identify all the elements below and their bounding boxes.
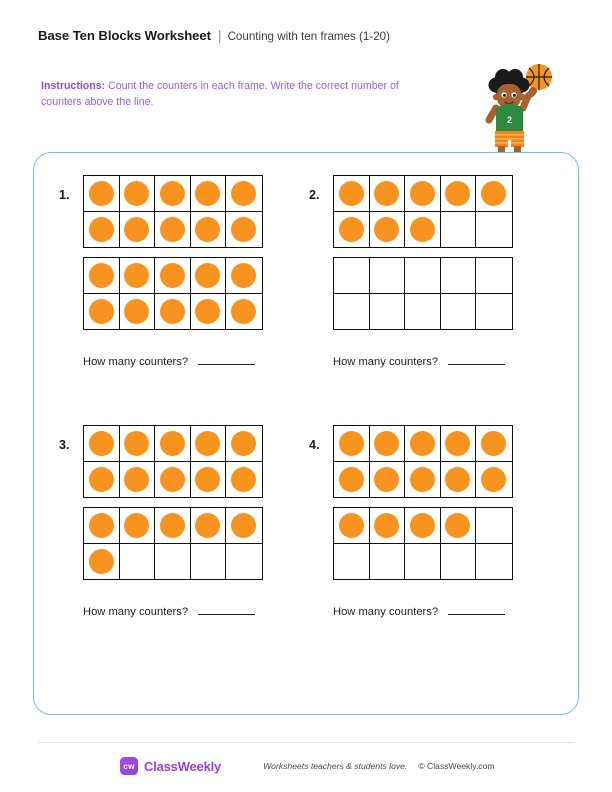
counter-dot: [374, 181, 399, 206]
ten-frame: [83, 507, 263, 580]
ten-frame-cell: [476, 212, 512, 248]
counter-dot: [160, 431, 185, 456]
page-header: [38, 27, 390, 43]
counter-dot: [339, 431, 364, 456]
ten-frame-cell: [370, 462, 406, 498]
answer-blank-line[interactable]: [448, 614, 505, 615]
problem-item: [59, 175, 309, 368]
brand-logo[interactable]: [120, 757, 221, 775]
answer-blank-line[interactable]: [198, 614, 255, 615]
counter-dot: [445, 431, 470, 456]
ten-frame-cell: [405, 176, 441, 212]
ten-frame-cell: [226, 212, 262, 248]
problem-item: [309, 175, 559, 368]
ten-frame-cell: [476, 258, 512, 294]
ten-frame-cell: [370, 212, 406, 248]
counter-dot: [160, 513, 185, 538]
ten-frame-cell: [120, 462, 156, 498]
instructions-block: [41, 79, 411, 110]
ten-frame-cell: [334, 176, 370, 212]
counter-dot: [231, 431, 256, 456]
counter-dot: [124, 467, 149, 492]
title-separator: |: [217, 27, 222, 43]
ten-frame-cell: [476, 544, 512, 580]
ten-frame: [333, 257, 513, 330]
ten-frame-cell: [191, 508, 227, 544]
answer-prompt: How many counters?: [83, 356, 189, 368]
ten-frame-cell: [191, 294, 227, 330]
counter-dot: [374, 217, 399, 242]
counter-dot: [195, 513, 220, 538]
counter-dot: [410, 217, 435, 242]
counter-dot: [339, 217, 364, 242]
counter-dot: [339, 181, 364, 206]
ten-frame-cell: [405, 426, 441, 462]
counter-dot: [124, 217, 149, 242]
ten-frame-cell: [405, 212, 441, 248]
ten-frame-cell: [226, 544, 262, 580]
ten-frame-cell: [155, 176, 191, 212]
ten-frame-cell: [405, 294, 441, 330]
answer-row: [333, 356, 559, 368]
ten-frame-cell: [334, 508, 370, 544]
ten-frame-cell: [476, 176, 512, 212]
ten-frame-cell: [84, 212, 120, 248]
ten-frame-cell: [84, 294, 120, 330]
problem-number: 3.: [59, 438, 70, 452]
ten-frame-cell: [441, 176, 477, 212]
counter-dot: [195, 431, 220, 456]
footer-tagline: Worksheets teachers & students love.: [263, 761, 408, 771]
counter-dot: [195, 299, 220, 324]
ten-frame-cell: [370, 294, 406, 330]
ten-frame-cell: [191, 212, 227, 248]
problem-number: 4.: [309, 438, 320, 452]
counter-dot: [445, 181, 470, 206]
ten-frame-cell: [155, 258, 191, 294]
ten-frame-cell: [120, 212, 156, 248]
counter-dot: [89, 467, 114, 492]
counter-dot: [231, 513, 256, 538]
answer-prompt: How many counters?: [83, 606, 189, 618]
counter-dot: [410, 513, 435, 538]
ten-frame-cell: [120, 544, 156, 580]
ten-frame-cell: [120, 294, 156, 330]
answer-prompt: How many counters?: [333, 356, 439, 368]
counter-dot: [481, 431, 506, 456]
counter-dot: [89, 263, 114, 288]
counter-dot: [89, 181, 114, 206]
classweekly-badge-icon: cw: [120, 757, 138, 775]
ten-frame-cell: [84, 462, 120, 498]
ten-frames-group: [333, 175, 513, 330]
ten-frame-cell: [405, 462, 441, 498]
counter-dot: [195, 263, 220, 288]
counter-dot: [124, 431, 149, 456]
counter-dot: [195, 217, 220, 242]
problem-item: [309, 425, 559, 618]
ten-frame-cell: [476, 508, 512, 544]
counter-dot: [89, 513, 114, 538]
counter-dot: [481, 467, 506, 492]
ten-frame-cell: [334, 294, 370, 330]
counter-dot: [374, 431, 399, 456]
ten-frame-cell: [334, 462, 370, 498]
counter-dot: [160, 181, 185, 206]
ten-frames-group: [83, 175, 263, 330]
counter-dot: [445, 513, 470, 538]
ten-frame-cell: [441, 212, 477, 248]
ten-frame-cell: [370, 258, 406, 294]
counter-dot: [339, 467, 364, 492]
ten-frame-cell: [226, 462, 262, 498]
ten-frame-cell: [155, 544, 191, 580]
ten-frame-cell: [155, 212, 191, 248]
ten-frame-cell: [405, 258, 441, 294]
ten-frame-cell: [226, 258, 262, 294]
ten-frame-cell: [476, 294, 512, 330]
ten-frame: [83, 425, 263, 498]
ten-frame-cell: [84, 544, 120, 580]
counter-dot: [195, 467, 220, 492]
ten-frame-cell: [155, 508, 191, 544]
ten-frame-cell: [191, 462, 227, 498]
ten-frame-cell: [191, 544, 227, 580]
answer-row: [83, 606, 309, 618]
ten-frame-cell: [191, 176, 227, 212]
counter-dot: [89, 217, 114, 242]
ten-frame-cell: [120, 258, 156, 294]
ten-frame-cell: [226, 176, 262, 212]
counter-dot: [410, 181, 435, 206]
answer-row: [333, 606, 559, 618]
counter-dot: [160, 467, 185, 492]
problem-number: 1.: [59, 188, 70, 202]
counter-dot: [410, 467, 435, 492]
ten-frame-cell: [84, 426, 120, 462]
counter-dot: [231, 467, 256, 492]
ten-frame: [83, 175, 263, 248]
counter-dot: [445, 467, 470, 492]
ten-frame-cell: [441, 508, 477, 544]
problems-container: [34, 153, 578, 714]
ten-frame-cell: [405, 544, 441, 580]
page-subtitle: Counting with ten frames (1-20): [227, 30, 390, 43]
ten-frame-cell: [120, 176, 156, 212]
instructions-label: Instructions:: [41, 80, 106, 92]
ten-frame-cell: [441, 258, 477, 294]
counter-dot: [339, 513, 364, 538]
ten-frame: [333, 175, 513, 248]
ten-frame-cell: [226, 294, 262, 330]
ten-frame-cell: [370, 176, 406, 212]
counter-dot: [231, 263, 256, 288]
svg-text:2: 2: [506, 115, 513, 125]
counter-dot: [124, 299, 149, 324]
ten-frame-cell: [334, 544, 370, 580]
ten-frame-cell: [191, 426, 227, 462]
ten-frame-cell: [226, 508, 262, 544]
ten-frame-cell: [405, 508, 441, 544]
ten-frame-cell: [155, 426, 191, 462]
ten-frame-cell: [334, 426, 370, 462]
answer-row: [83, 356, 309, 368]
page-title: Base Ten Blocks Worksheet: [38, 28, 211, 43]
problem-item: [59, 425, 309, 618]
ten-frame: [333, 425, 513, 498]
instructions-text: Count the counters in each frame. Write the correct number of counters above the line.: [41, 80, 399, 108]
counter-dot: [231, 181, 256, 206]
ten-frame-cell: [155, 462, 191, 498]
ten-frame-cell: [441, 426, 477, 462]
ten-frame: [83, 257, 263, 330]
answer-blank-line[interactable]: [198, 364, 255, 365]
page-footer: [38, 757, 574, 775]
ten-frame-cell: [191, 258, 227, 294]
ten-frame-cell: [441, 462, 477, 498]
counter-dot: [89, 431, 114, 456]
counter-dot: [124, 181, 149, 206]
counter-dot: [481, 181, 506, 206]
ten-frame-cell: [476, 462, 512, 498]
ten-frames-group: [333, 425, 513, 580]
counter-dot: [195, 181, 220, 206]
ten-frame-cell: [334, 212, 370, 248]
answer-blank-line[interactable]: [448, 364, 505, 365]
ten-frame-cell: [84, 508, 120, 544]
ten-frame-cell: [441, 544, 477, 580]
ten-frame-cell: [155, 294, 191, 330]
counter-dot: [231, 217, 256, 242]
ten-frames-group: [83, 425, 263, 580]
counter-dot: [160, 299, 185, 324]
footer-divider: [38, 742, 574, 743]
counter-dot: [410, 431, 435, 456]
answer-prompt: How many counters?: [333, 606, 439, 618]
counter-dot: [231, 299, 256, 324]
ten-frame-cell: [476, 426, 512, 462]
counter-dot: [89, 299, 114, 324]
ten-frame-cell: [226, 426, 262, 462]
counter-dot: [124, 513, 149, 538]
counter-dot: [89, 549, 114, 574]
ten-frame-cell: [334, 258, 370, 294]
counter-dot: [374, 513, 399, 538]
ten-frame-cell: [120, 508, 156, 544]
ten-frame-cell: [370, 426, 406, 462]
ten-frame-cell: [370, 544, 406, 580]
ten-frame: [333, 507, 513, 580]
counter-dot: [160, 217, 185, 242]
ten-frame-cell: [120, 426, 156, 462]
ten-frame-cell: [84, 176, 120, 212]
problem-number: 2.: [309, 188, 320, 202]
ten-frame-cell: [84, 258, 120, 294]
ten-frame-cell: [370, 508, 406, 544]
worksheet-card: [33, 152, 579, 715]
brand-name: ClassWeekly: [144, 758, 222, 774]
counter-dot: [160, 263, 185, 288]
counter-dot: [124, 263, 149, 288]
footer-copyright: © ClassWeekly.com: [418, 761, 495, 771]
basketball-player-mascot-icon: [476, 60, 558, 160]
ten-frame-cell: [441, 294, 477, 330]
counter-dot: [374, 467, 399, 492]
